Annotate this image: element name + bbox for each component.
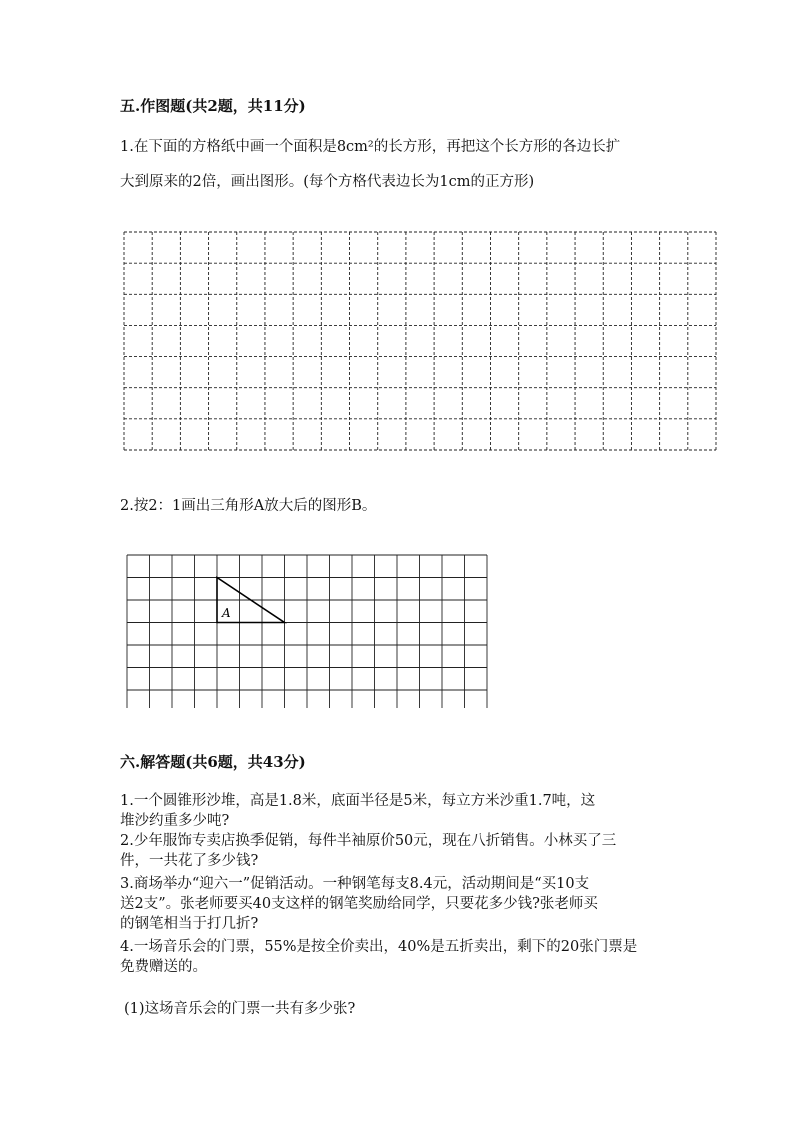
dashed-square-grid	[120, 228, 720, 456]
triangle-a-label: A	[222, 606, 231, 620]
answer-question-line: 送2支”。张老师要买40支这样的钢笔奖励给同学，只要花多少钱?张老师买	[120, 896, 598, 912]
answer-question-line: 堆沙约重多少吨?	[120, 813, 230, 829]
answer-question-line: 3.商场举办“迎六一”促销活动。一种钢笔每支8.4元，活动期间是“买10支	[120, 876, 590, 892]
answer-question-line: 件，一共花了多少钱?	[120, 853, 259, 869]
answer-question-line: 的钢笔相当于打几折?	[120, 916, 259, 932]
answer-question-line: 4.一场音乐会的门票，55%是按全价卖出，40%是五折卖出，剩下的20张门票是	[120, 939, 638, 955]
question-1-line-2: 大到原来的2倍，画出图形。(每个方格代表边长为1cm的正方形)	[120, 174, 535, 190]
answer-question-line: 2.少年服饰专卖店换季促销，每件半袖原价50元，现在八折销售。小林买了三	[120, 833, 617, 849]
answer-question-line: 免费赠送的。	[120, 959, 207, 975]
sub-question-1: (1)这场音乐会的门票一共有多少张?	[124, 1001, 356, 1017]
section-6-heading: 六.解答题(共6题，共43分)	[120, 753, 306, 771]
question-2-text: 2.按2：1画出三角形A放大后的图形B。	[120, 498, 377, 514]
answer-question-line: 1.一个圆锥形沙堆，高是1.8米，底面半径是5米，每立方米沙重1.7吨，这	[120, 793, 596, 809]
question-1-line-1: 1.在下面的方格纸中画一个面积是8cm²的长方形，再把这个长方形的各边长扩	[120, 139, 621, 155]
section-5-heading: 五.作图题(共2题，共11分)	[120, 97, 306, 115]
solid-square-grid	[124, 552, 494, 708]
